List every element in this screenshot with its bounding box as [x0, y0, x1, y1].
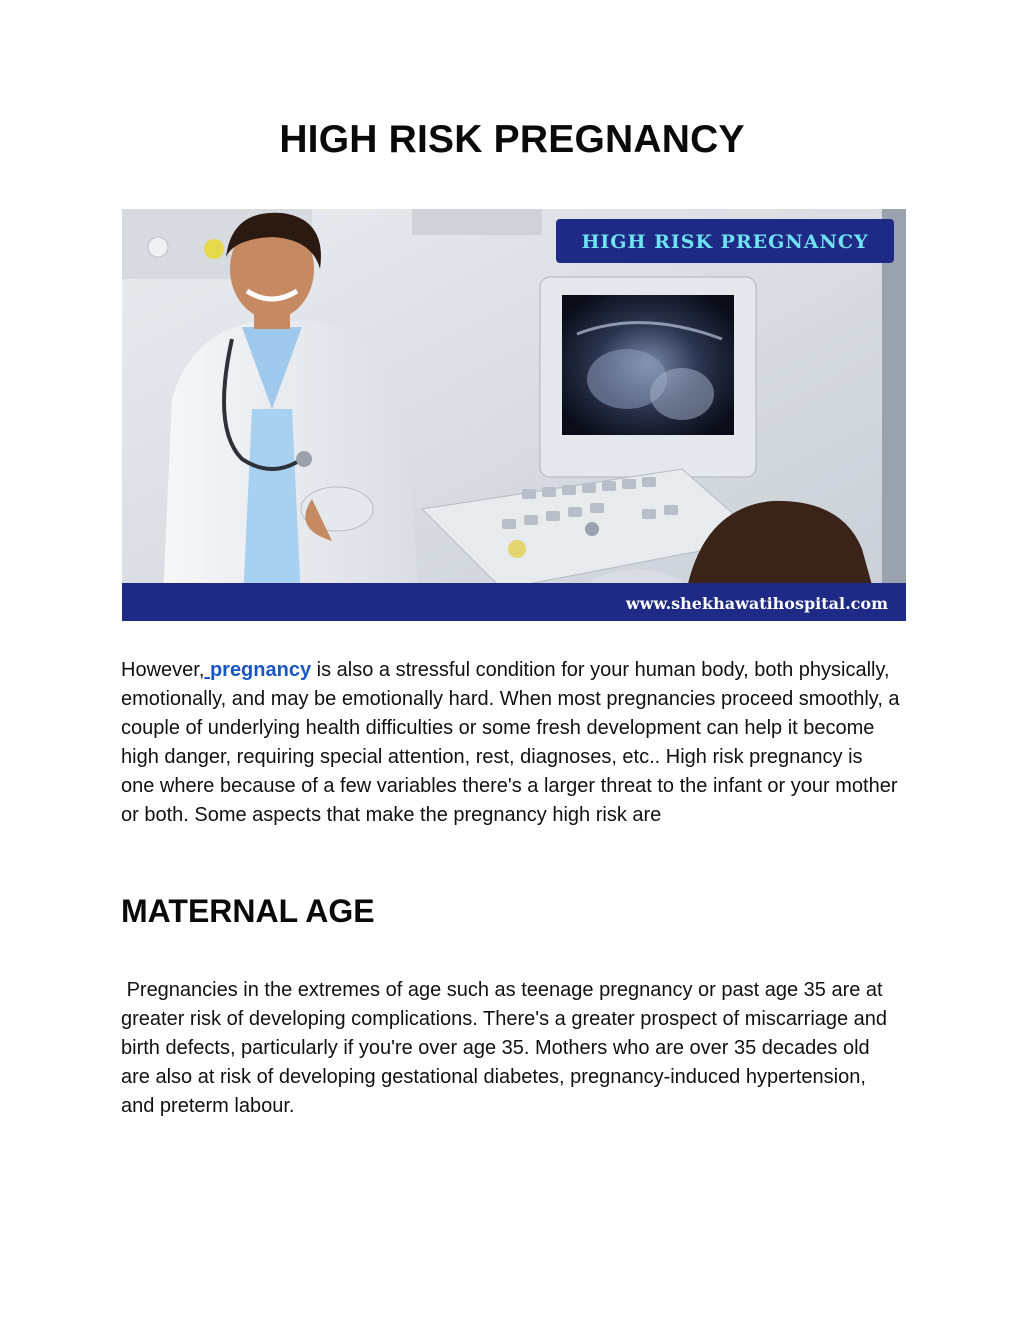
ultrasound-monitor-graphic	[540, 277, 756, 507]
page-title: HIGH RISK PREGNANCY	[279, 118, 745, 161]
intro-body: is also a stressful condition for your human body, both physically, emotionally, and may be emotionally hard. When most pregnancies proceed smoothly, a couple of underlying health difficulties or some fresh development can help it become high danger, requiring special attention, rest, diagnoses, etc.. High risk pregnancy is one where because of a few variables there's a larger threat to the infant or your mother or both. Some aspects that make the pregnancy high risk are	[121, 659, 900, 826]
maternal-age-paragraph: Pregnancies in the extremes of age such as teenage pregnancy or past age 35 are at greater risk of developing complications. There's a greater prospect of miscarriage and birth defects, particularly if you're over age 35. Mothers who are over 35 decades old are also at risk of developing gestational diabetes, pregnancy-induced hypertension, and preterm labour.	[121, 979, 893, 1117]
section-heading-maternal-age: MATERNAL AGE	[121, 893, 375, 929]
hero-image	[122, 209, 906, 621]
hero-banner-text: HIGH RISK PREGNANCY	[581, 231, 869, 253]
pregnancy-link[interactable]: pregnancy	[209, 659, 312, 681]
intro-paragraph	[121, 656, 901, 830]
hero-website-text: www.shekhawatihospital.com	[625, 594, 888, 613]
intro-lead: However,	[121, 659, 205, 681]
